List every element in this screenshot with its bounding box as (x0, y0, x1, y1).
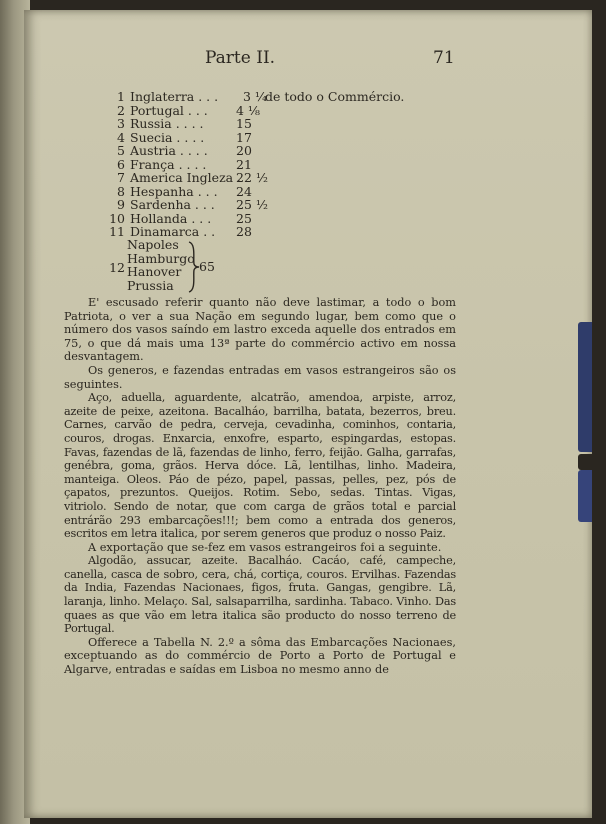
rank-number: 7 (117, 170, 125, 185)
ratio-value: 24 (236, 183, 252, 199)
country-name: Portugal . . . (130, 102, 208, 118)
page-title: Parte II. (205, 48, 276, 68)
group-ratio-value: 65 (199, 259, 215, 274)
paragraph: Offerece a Tabella N. 2.º a sôma das Embarcações Nacionaes, exceptuando as do commércio de Porto a Porto de Portugal e Algarve, entradas e saídas em Lisboa no mesmo anno de (64, 635, 456, 677)
ratio-value: 20 (236, 143, 252, 158)
group-country: Hamburgo (127, 250, 195, 266)
country-name: Hollanda . . . (130, 210, 212, 226)
ratio-value: 28 (236, 224, 252, 239)
page-edge-gap (578, 454, 592, 470)
ratio-value: 17 (236, 129, 252, 145)
ratio-value: 15 (236, 116, 252, 131)
group-rank-number: 12 (109, 260, 125, 275)
page-edge-marker (578, 322, 592, 452)
ratio-value: 21 (236, 156, 252, 172)
paragraph: E' escusado referir quanto não deve lastimar, a todo o bom Patriota, o ver a sua Nação em segundo lugar, bem como que o número dos vasos saíndo em lastro exceda aquelle dos entrados em 75, o que dá mais uma 13ª parte do commércio activo em nossa desvantagem. (64, 296, 456, 364)
country-name: França . . . . (130, 156, 207, 172)
country-name: Inglaterra . . . (130, 89, 219, 104)
ratio-value: 25 ½ (236, 197, 268, 212)
country-name: Russia . . . . (130, 116, 204, 131)
ratio-note: de todo o Commércio. (265, 89, 405, 104)
group-country: Hanover (127, 264, 182, 279)
page-number: 71 (433, 48, 455, 68)
rank-number: 8 (117, 183, 125, 199)
rank-number: 5 (117, 143, 125, 158)
paragraph: Algodão, assucar, azeite. Bacalháo. Cacáo, café, campeche, canella, casca de sobro, cera, chá, cortiça, couros. Ervilhas. Fazendas da India, Fazendas Nacionaes, figos, fruta. Gangas, gengibre. Lã, laranja, linho. Melaço. Sal, salsaparrilha, sardinha. Tabaco. Vinho. Das quaes as que vão em letra italica são producto do nosso terreno de Portugal. (64, 554, 456, 636)
rank-number: 9 (117, 197, 125, 212)
country-name: Suecia . . . . (130, 129, 205, 145)
rank-number: 6 (117, 156, 125, 172)
paragraph: A exportação que se-fez em vasos estrangeiros foi a seguinte. (88, 540, 442, 554)
group-country: Prussia (127, 277, 174, 293)
ratio-value: 4 ⅛ (236, 102, 261, 118)
country-name: Sardenha . . . (130, 197, 215, 212)
country-name: Dinamarca . . (130, 224, 216, 239)
grouped-countries (103, 238, 303, 298)
paragraph: Os generos, e fazendas entradas em vasos estrangeiros são os seguintes. (64, 363, 456, 391)
ratio-value: 22 ½ (236, 170, 268, 185)
rank-number: 2 (117, 102, 125, 118)
rank-number: 11 (109, 224, 125, 239)
country-name: Hespanha . . . (130, 183, 218, 199)
country-name: Austria . . . . (130, 143, 208, 158)
ratio-value: 3 ¼ (243, 89, 268, 104)
group-country: Napoles (127, 237, 179, 252)
rank-number: 3 (117, 116, 125, 131)
rank-number: 4 (117, 129, 125, 145)
rank-number: 10 (109, 210, 125, 226)
rank-number: 1 (117, 89, 125, 104)
body-text (64, 296, 456, 677)
ranking-list (103, 89, 423, 239)
page-edge-marker-lower (578, 470, 592, 522)
paragraph: Aço, aduella, aguardente, alcatrão, amendoa, arpiste, arroz, azeite de peixe, azeitona. Bacalháo, barrilha, batata, bezerros, breu. Carnes, carvão de pedra, cerveja, cevadinha, cominhos, contaria, couros, drogas. Enxarcia, enxofre, esparto, espingardas, estopas. Favas, fazendas de lã, fazendas de linho, ferro, feijão. Galha, garrafas, genébra, goma, grãos. Herva dóce. Lã, lentilhas, linho. Madeira, manteiga. Oleos. Páo de pézo, papel, passas, pelles, pez, pós de çapatos, prezuntos. Queijos. Rotim. Sebo, sedas. Tintas. Vigas, vitriolo. Sendo de notar, que com carga de grãos total e parcial entrárão 293 embarcações!!!; bem como a entrada dos generos, escritos em letra italica, por serem generos que produz o nosso Paiz. (64, 391, 456, 541)
ratio-value: 25 (236, 210, 252, 226)
country-name: America Ingleza . (130, 170, 242, 185)
